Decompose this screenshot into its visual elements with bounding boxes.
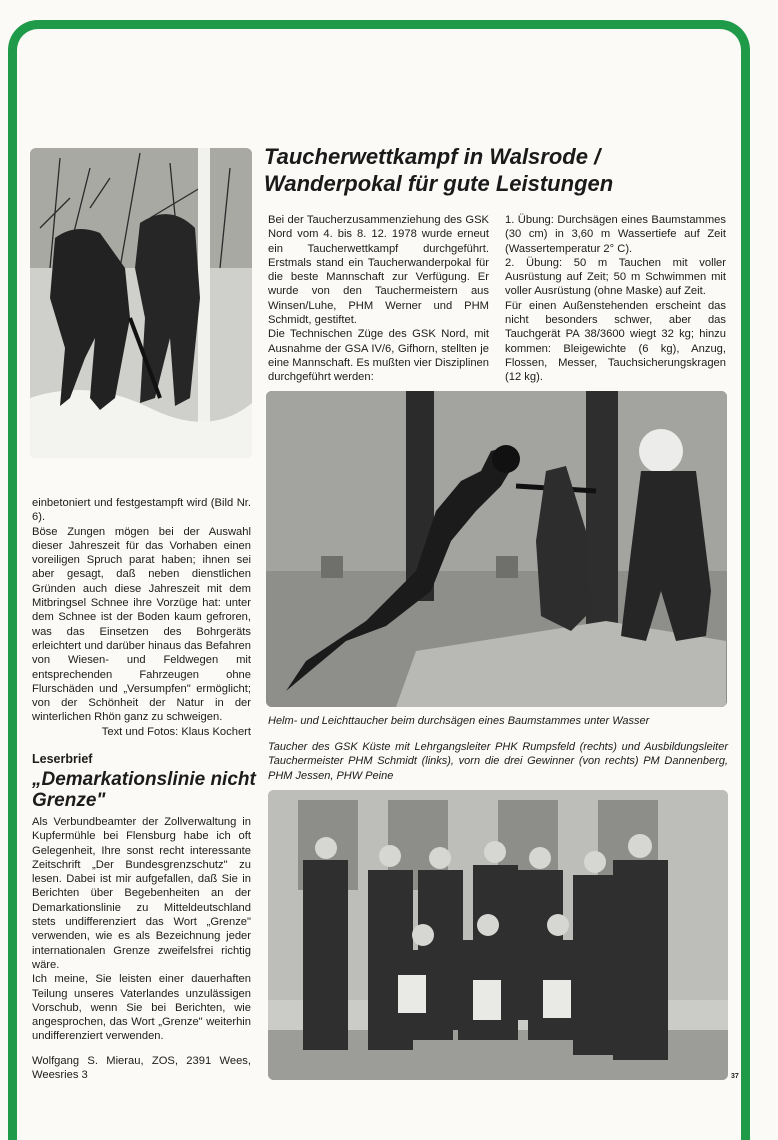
left-paragraph-2: Böse Zungen mögen bei der Auswahl dieser Jahreszeit für das Vorhaben einen voreiligen Spruch parat haben; ihnen sei aber gesagt, daß neben dienstlichen Gründen auch diese Jahreszeit mit dem Mitbringsel Schnee ihre Vorzüge hat: unter dem Schnee ist der Boden kaum gefroren, was das Einsetzen des Bohrgeräts erleichtert und darüber hinaus das Befahren von Wiesen- und Feldwegen mit entsprechenden Fahrzeugen ohne Flurschäden und „Versumpfen" ermöglicht; von der Schönheit der Natur in der winterlichen Rhön ganz zu schweigen. — [32, 525, 251, 724]
article-col1-paragraph-2: Die Technischen Züge des GSK Nord, mit Ausnahme der GSA IV/6, Gifhorn, stellten je eine Mannschaft. Es mußten vier Disziplinen durchgeführt werden: — [268, 328, 489, 384]
photo-credit: Text und Fotos: Klaus Kochert — [101, 725, 251, 738]
group-photo-caption: Taucher des GSK Küste mit Lehrgangsleiter PHK Rumpsfeld (rechts) und Ausbildungsleiter Tauchermeister PHM Schmidt (links), vorn die drei Gewinner (von rechts) PM Dannenberg, PHM Jessen, PHW Peine — [268, 741, 728, 782]
underwater-divers-photo — [266, 391, 727, 707]
article-col2-paragraph-1: 1. Übung: Durchsägen eines Baumstammes (30 cm) in 3,60 m Wassertiefe auf Zeit (Wassertemperatur 2° C). — [505, 214, 726, 255]
letter-section-label: Leserbrief — [32, 752, 93, 766]
article-column-1 — [268, 213, 489, 385]
left-continuation-column — [32, 496, 251, 739]
letter-signature: Wolfgang S. Mierau, ZOS, 2391 Wees, Weesries 3 — [32, 1054, 251, 1082]
letter-paragraph-1: Als Verbundbeamter der Zollverwaltung in Kupfermühle bei Flensburg habe ich oft Gelegenheit, Ihre sonst recht interessante Zeitschrift „Der Bundesgrenzschutz" zu lesen. Dabei ist mir aufgefallen, daß Sie in Berichten über Begebenheiten an der Demarkationslinie zu Mitteldeutschland stets undifferenziert das Wort „Grenze" verwenden, wie es als Bezeichnung jeder internationalen Grenze zweifelsfrei richtig wäre. — [32, 816, 251, 971]
article-col1-paragraph-1: Bei der Taucherzusammenziehung des GSK Nord vom 4. bis 8. 12. 1978 wurde erneut ein Taucherwettkampf durchgeführt. Erstmals stand ein Taucherwanderpokal für die beste Mannschaft zur Verfügung. Er wurde von den Tauchermeistern aus Winsen/Luhe, PHM Werner und PHM Schmidt, gestiftet. — [268, 214, 489, 327]
page-number: 37 — [731, 1073, 739, 1080]
article-col2-paragraph-3: Für einen Außenstehenden erscheint das nicht besonders schwer, aber das Tauchgerät PA 38/3600 wiegt 32 kg; hinzu kommen: Bleigewichte (6 kg), Anzug, Flossen, Messer, Tauchsicherungskragen (12 kg). — [505, 299, 726, 384]
headline-line-2: Wanderpokal für gute Leistungen — [264, 171, 614, 196]
headline-line-1: Taucherwettkampf in Walsrode / — [264, 144, 601, 169]
snow-work-photo — [30, 148, 252, 458]
underwater-photo-caption: Helm- und Leichttaucher beim durchsägen eines Baumstammes unter Wasser — [268, 715, 650, 727]
letter-title: „Demarkationslinie nicht Grenze" — [32, 769, 256, 811]
article-col2-paragraph-2: 2. Übung: 50 m Tauchen mit voller Ausrüstung auf Zeit; 50 m Schwimmen mit voller Ausrüstung (ohne Maske) auf Zeit. — [505, 256, 726, 298]
article-headline — [264, 143, 734, 197]
group-diver-team-photo — [268, 790, 728, 1080]
left-paragraph-1: einbetoniert und festgestampft wird (Bild Nr. 6). — [32, 497, 251, 524]
letter-paragraph-2: Ich meine, Sie leisten einer dauerhaften Teilung unseres Vaterlandes unzulässigen Vorschub, wenn Sie bei Berichten, wie angesprochen, das Wort „Grenze" weiterhin undifferenziert verwenden. — [32, 973, 251, 1043]
letter-body — [32, 815, 251, 1082]
article-column-2 — [505, 213, 726, 385]
